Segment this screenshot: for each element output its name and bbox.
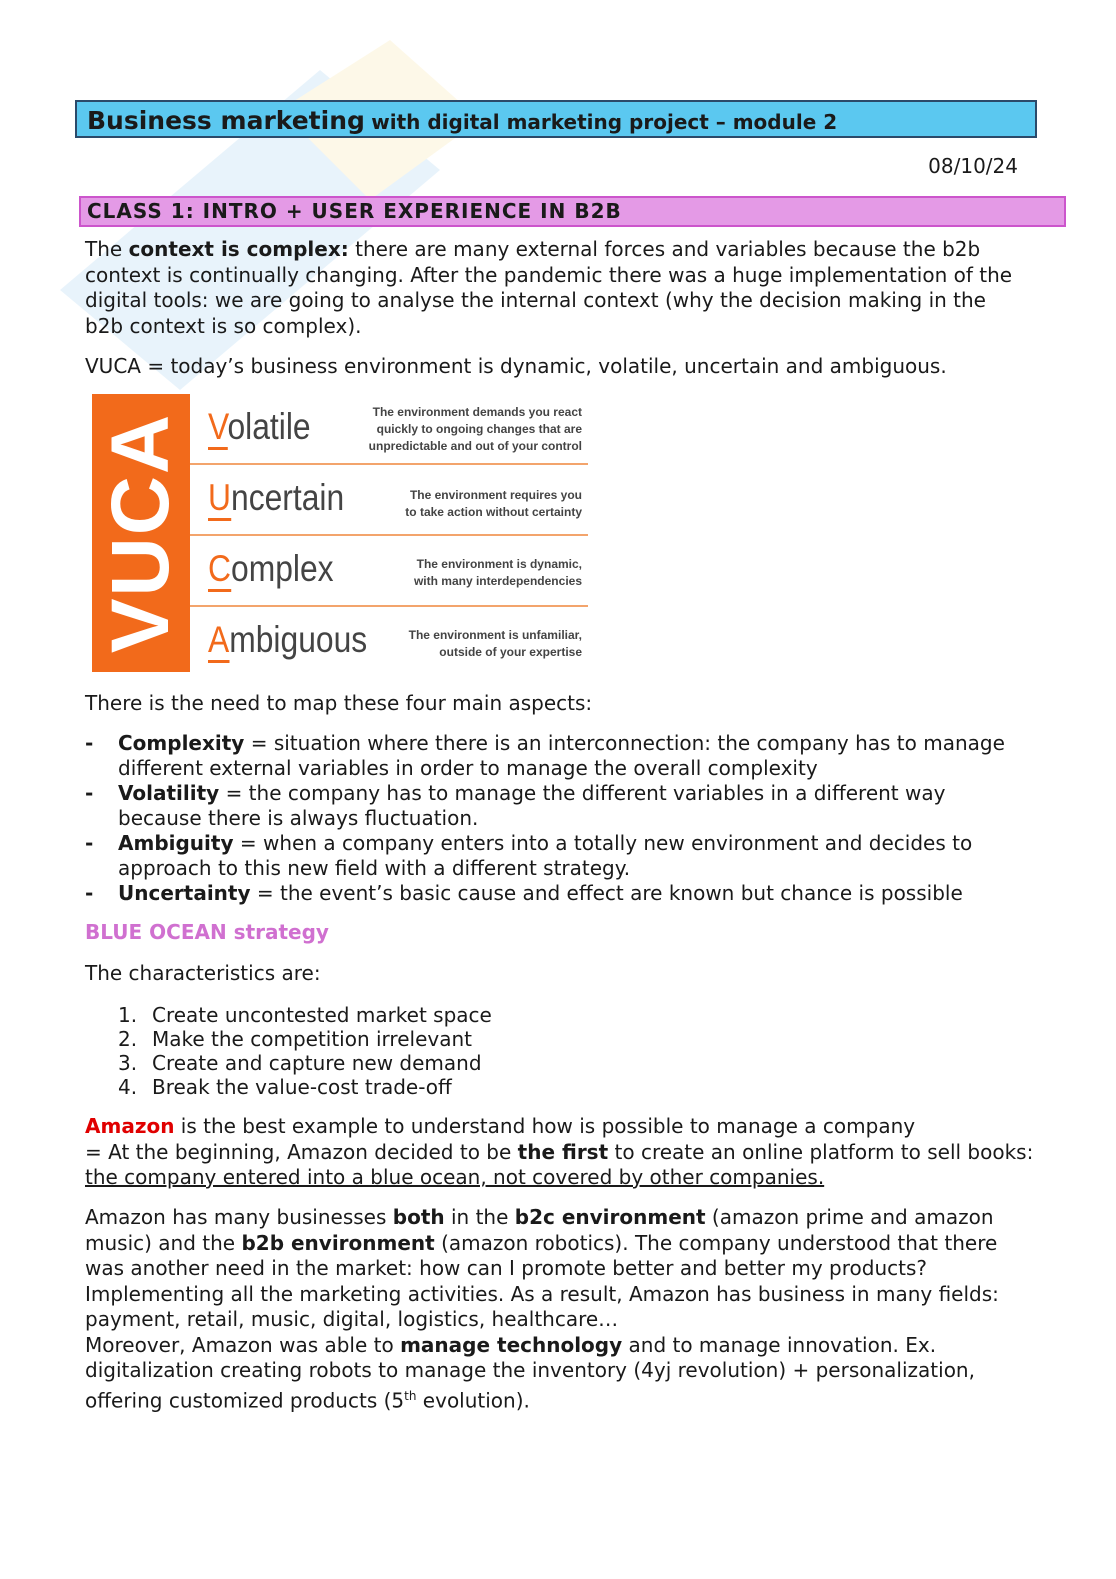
vuca-row-volatile: Volatile The environment demands you react quickly to ongoing changes that are unpredictable and out of your control	[190, 394, 588, 465]
list-item: - Complexity = situation where there is an interconnection: the company has to manage different external variables in order to manage the overall complexity	[85, 731, 1035, 781]
vuca-row-complex: Complex The environment is dynamic, with many interdependencies	[190, 536, 588, 607]
list-item: 4. Break the value-cost trade-off	[118, 1075, 452, 1099]
list-item: - Uncertainty = the event’s basic cause and effect are known but chance is possible	[85, 881, 1035, 906]
class-heading: CLASS 1: INTRO + USER EXPERIENCE IN B2B	[79, 196, 1066, 227]
list-item: 2. Make the competition irrelevant	[118, 1027, 472, 1051]
title-main: Business marketing	[87, 106, 365, 135]
characteristics-intro: The characteristics are:	[85, 961, 321, 985]
list-item: 1. Create uncontested market space	[118, 1003, 492, 1027]
vuca-side-bar	[92, 394, 190, 672]
list-item: 3. Create and capture new demand	[118, 1051, 482, 1075]
vuca-row-uncertain: Uncertain The environment requires you to take action without certainty	[190, 465, 588, 536]
title-subtitle: with digital marketing project – module 2	[371, 110, 838, 134]
amazon-paragraph-1: Amazon is the best example to understand how is possible to manage a company = At the beginning, Amazon decided to be the first to create an online platform to sell books: the company entered into a blue ocean, not covered by other companies.	[85, 1114, 1034, 1189]
vuca-label: VUCA	[95, 412, 186, 654]
list-item: - Ambiguity = when a company enters into a totally new environment and decides to approach to this new field with a different strategy.	[85, 831, 1035, 881]
aspects-list	[85, 731, 1035, 906]
intro-paragraph: The context is complex: there are many external forces and variables because the b2b context is continually changing. After the pandemic there was a huge implementation of the digital tools: we are going to analyse the internal context (why the decision making in the b2b context is so complex).	[85, 237, 1013, 338]
amazon-highlight: Amazon	[85, 1114, 175, 1138]
list-item: - Volatility = the company has to manage the different variables in a different way because there is always fluctuation.	[85, 781, 1035, 831]
amazon-paragraph-2: Amazon has many businesses both in the b2c environment (amazon prime and amazon music) and the b2b environment (amazon robotics). The company understood that there was another need in the market: how can I promote better and better my products? Implementing all the marketing activities. As a result, Amazon has business in many fields: payment, retail, music, digital, logistics, healthcare… Moreover, Amazon was able to manage technology and to manage innovation. Ex. digitalization creating robots to manage the inventory (4yj revolution) + personalization, offering customized products (5th evolution).	[85, 1205, 999, 1413]
vuca-row-ambiguous: Ambiguous The environment is unfamiliar, outside of your expertise	[190, 607, 588, 676]
vuca-figure	[92, 394, 592, 672]
blue-ocean-heading: BLUE OCEAN strategy	[85, 920, 329, 944]
document-title	[75, 100, 1037, 138]
aspects-intro: There is the need to map these four main aspects:	[85, 691, 593, 715]
characteristics-list	[85, 1003, 985, 1099]
document-date: 08/10/24	[928, 154, 1018, 178]
vuca-definition: VUCA = today’s business environment is dynamic, volatile, uncertain and ambiguous.	[85, 354, 947, 378]
